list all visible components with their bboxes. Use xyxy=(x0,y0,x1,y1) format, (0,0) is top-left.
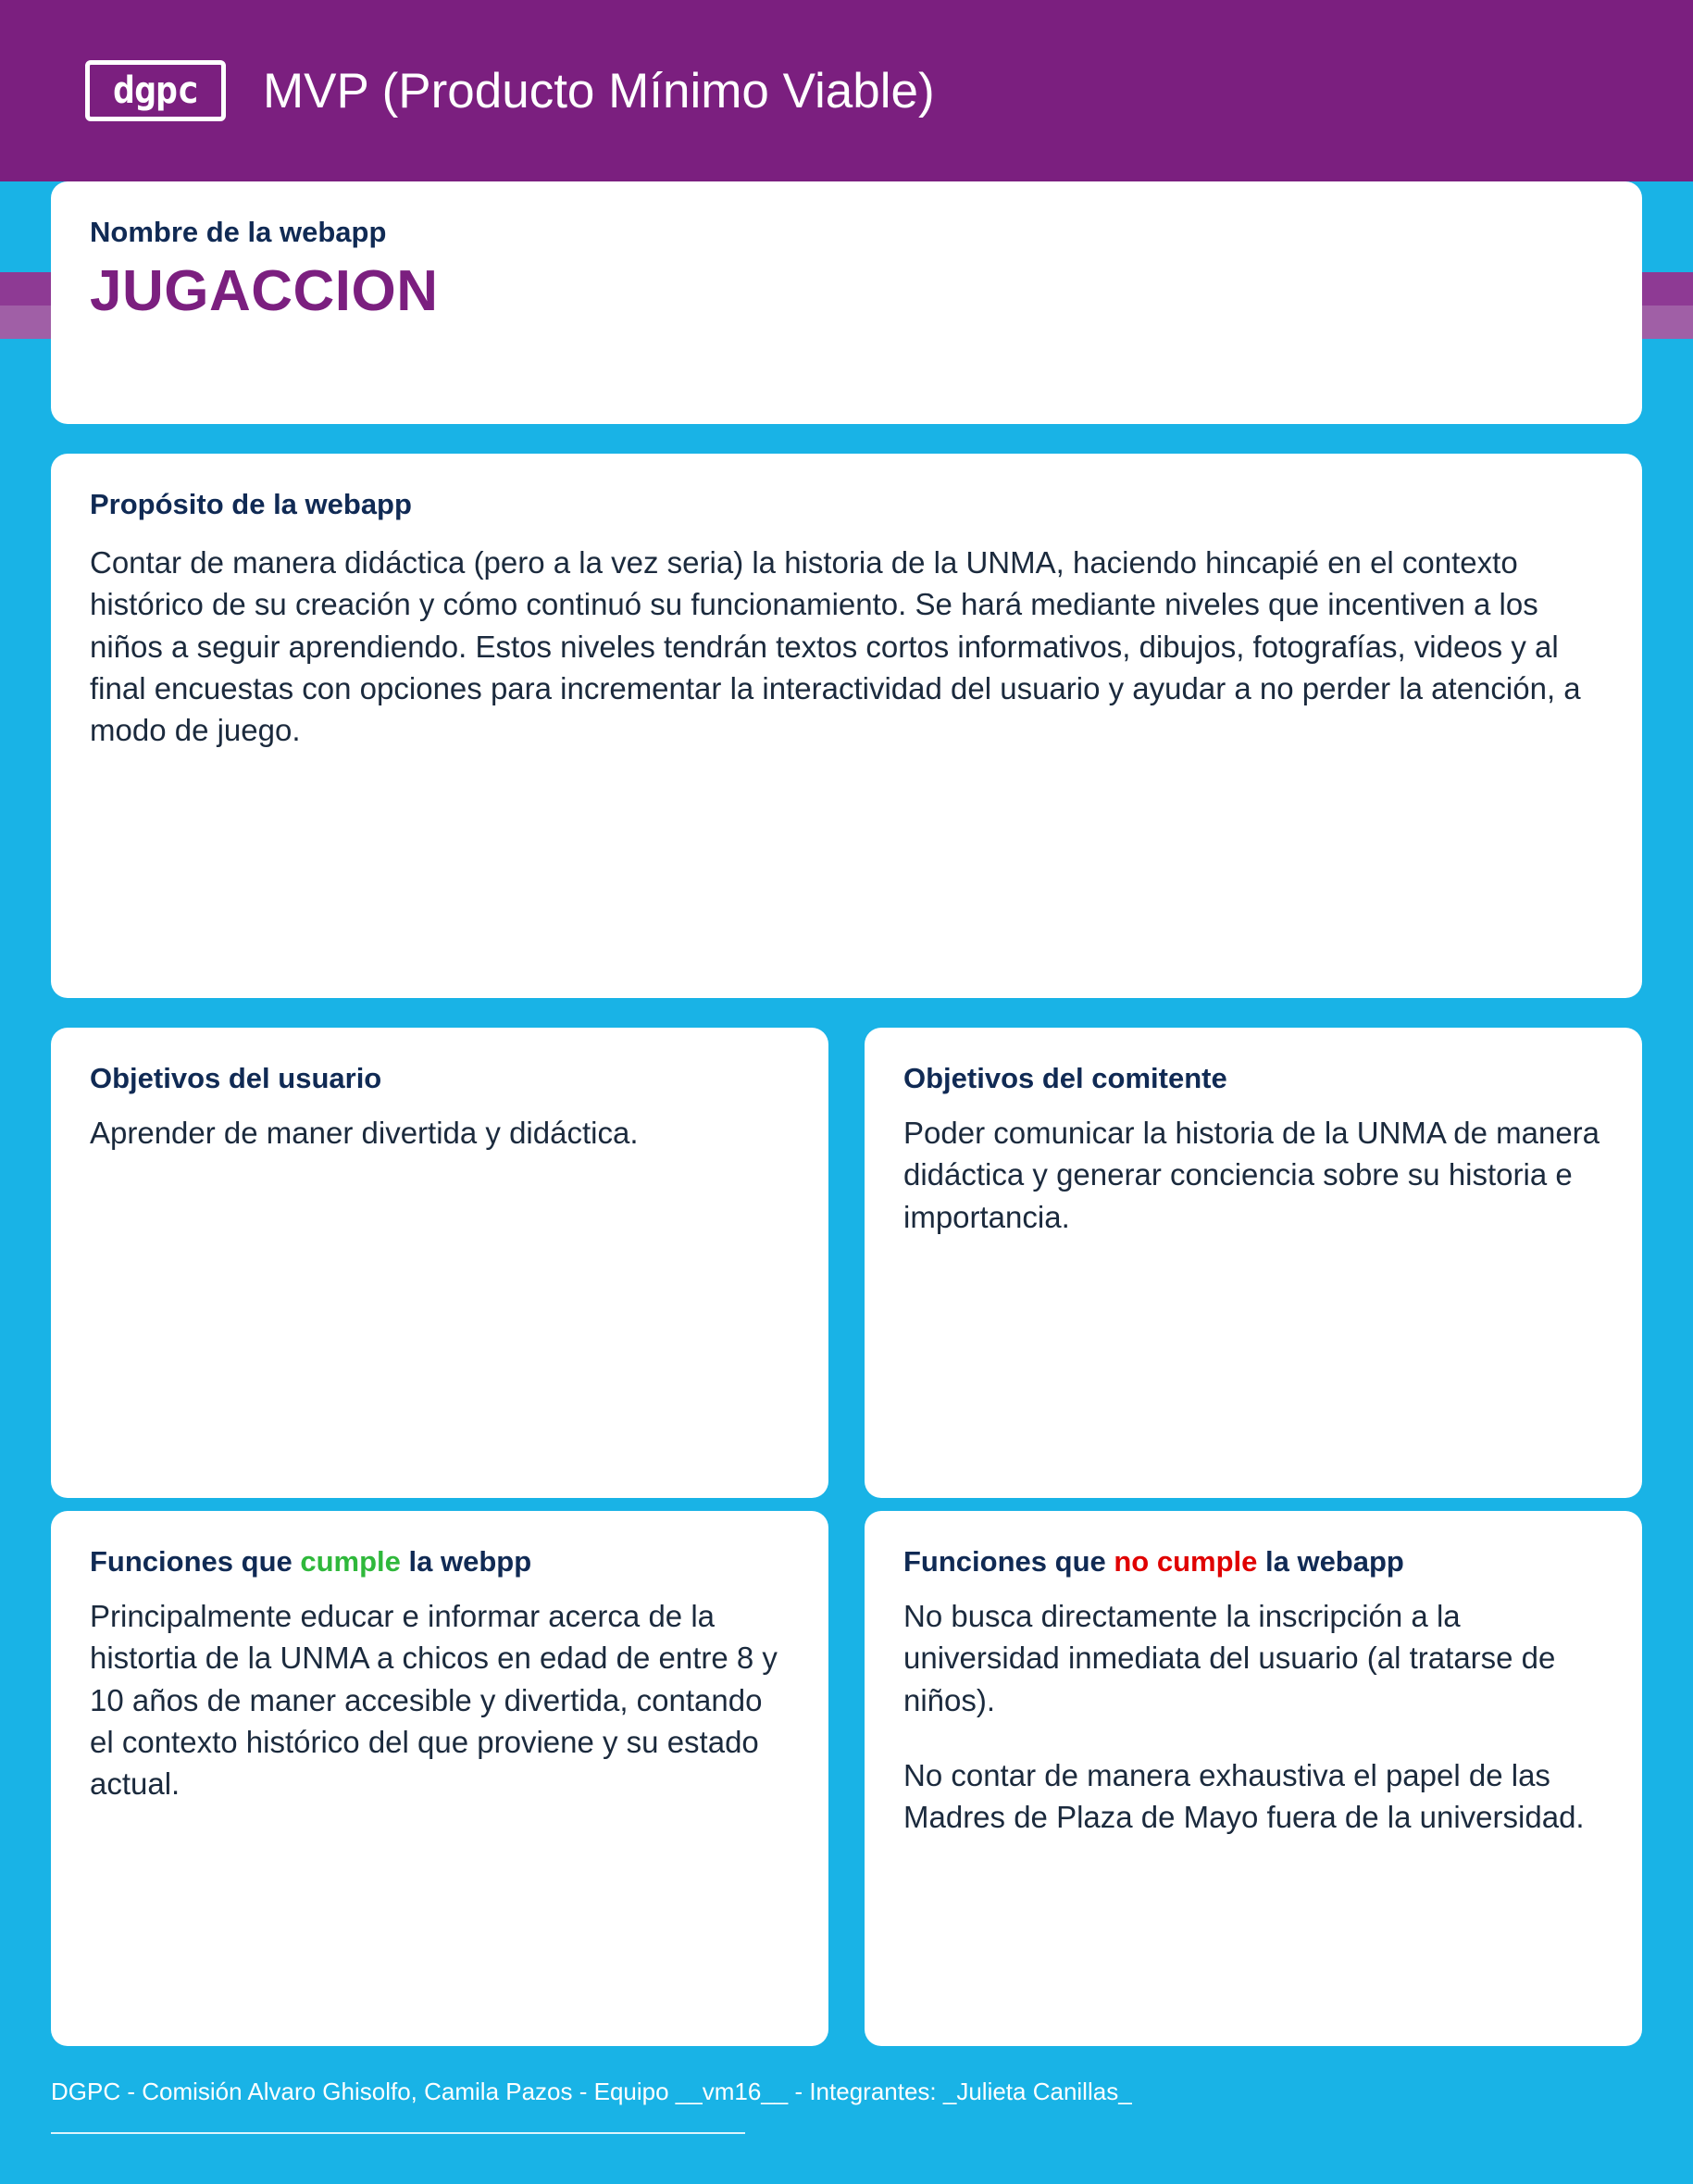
card-functions-fulfilled xyxy=(51,1511,828,2046)
footer-credits: DGPC - Comisión Alvaro Ghisolfo, Camila Pazos - Equipo __vm16__ - Integrantes: _Julieta Canillas_ xyxy=(51,2078,1132,2105)
app-name-value: JUGACCION xyxy=(90,259,439,324)
card-purpose-title: Propósito de la webapp xyxy=(90,488,412,520)
page-footer xyxy=(51,2078,1642,2134)
card-functions-fulfilled-title xyxy=(90,1544,790,1579)
card-user-goals-title: Objetivos del usuario xyxy=(90,1062,382,1094)
title-highlight: no cumple xyxy=(1114,1545,1258,1578)
footer-divider xyxy=(51,2132,745,2134)
card-app-name-title: Nombre de la webapp xyxy=(90,216,387,248)
card-purpose-body: Contar de manera didáctica (pero a la vez seria) la historia de la UNMA, haciendo hincapié en el contexto histórico de su creación y cómo continuó su funcionamiento. Se hará mediante niveles que incentiven a los niños a seguir aprendiendo. Estos niveles tendrán textos cortos informativos, dibujos, fotografías, videos y al final encuestas con opciones para incrementar la interactividad del usuario y ayudar a no perder la atención, a modo de juego. xyxy=(90,545,1581,747)
card-functions-not-fulfilled xyxy=(865,1511,1642,2046)
card-functions-not-fulfilled-body-1: No busca directamente la inscripción a la universidad inmediata del usuario (al tratarse de niños). xyxy=(903,1599,1556,1717)
card-client-goals xyxy=(865,1028,1642,1498)
card-user-goals xyxy=(51,1028,828,1498)
card-client-goals-title: Objetivos del comitente xyxy=(903,1062,1227,1094)
dgpc-logo-label: dgpc xyxy=(112,69,199,112)
card-user-goals-body: Aprender de maner divertida y didáctica. xyxy=(90,1116,639,1151)
title-pre: Funciones que xyxy=(90,1545,301,1578)
card-functions-not-fulfilled-body-2: No contar de manera exhaustiva el papel de las Madres de Plaza de Mayo fuera de la universidad. xyxy=(903,1757,1585,1834)
card-client-goals-body: Poder comunicar la historia de la UNMA de manera didáctica y generar conciencia sobre su historia e importancia. xyxy=(903,1116,1600,1234)
title-pre: Funciones que xyxy=(903,1545,1114,1578)
title-post: la webpp xyxy=(400,1545,532,1578)
card-purpose xyxy=(51,454,1642,998)
page-header xyxy=(0,0,1693,181)
title-post: la webapp xyxy=(1257,1545,1404,1578)
card-app-name xyxy=(51,181,1642,424)
card-functions-fulfilled-body: Principalmente educar e informar acerca de la histortia de la UNMA a chicos en edad de entre 8 y 10 años de maner accesible y divertida, contando el contexto histórico del que proviene y su estado actual. xyxy=(90,1599,778,1801)
title-highlight: cumple xyxy=(300,1545,401,1578)
page-title: MVP (Producto Mínimo Viable) xyxy=(263,63,935,119)
card-functions-not-fulfilled-title xyxy=(903,1544,1603,1579)
dgpc-logo-icon xyxy=(85,60,226,121)
